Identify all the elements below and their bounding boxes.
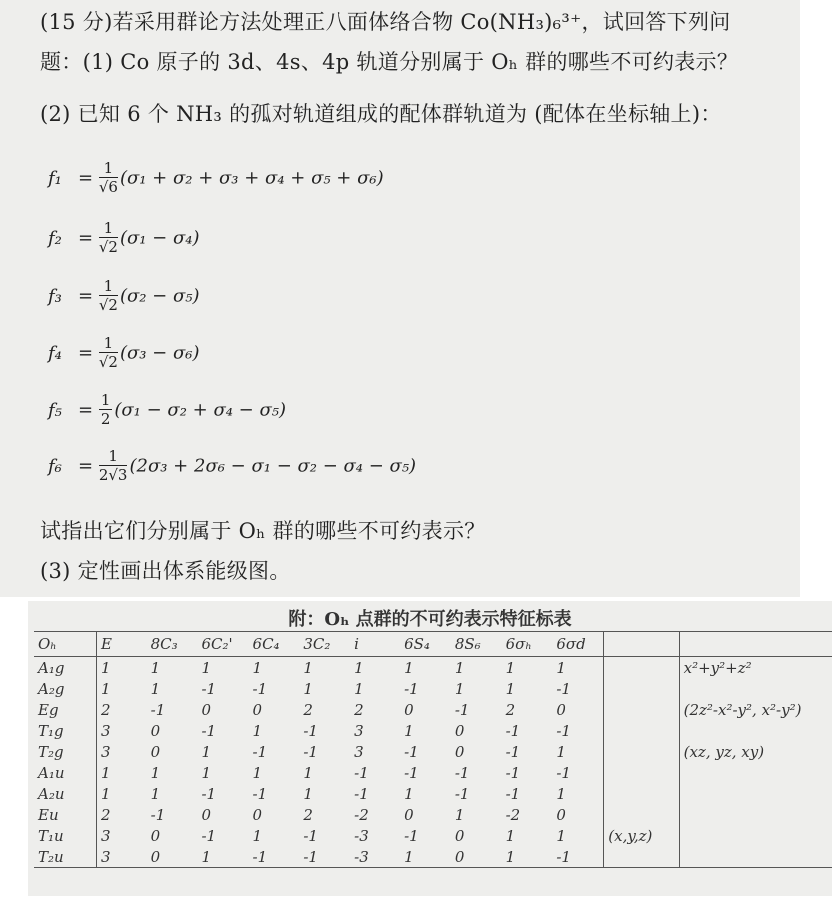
question-line-4: 试指出它们分别属于 Oₕ 群的哪些不可约表示？ (40, 519, 486, 543)
table-cell: -1 (556, 721, 571, 740)
table-cell: -1 (303, 742, 318, 761)
table-cell: 1 (556, 658, 566, 677)
table-cell: 1 (100, 784, 111, 803)
equation-lhs: f₆ (48, 456, 62, 477)
table-header-cell: 8C₃ (147, 632, 198, 657)
table-header-row (34, 632, 832, 657)
table-cell: 1 (354, 658, 364, 677)
table-cell: 1 (201, 742, 211, 761)
equals-sign: = (78, 167, 94, 189)
equation-rhs (78, 220, 200, 257)
table-cell: -1 (404, 826, 419, 845)
fraction-numerator: 1 (99, 335, 118, 353)
table-cell: 1 (502, 846, 553, 868)
irrep-label: A₁u (34, 762, 96, 783)
table-cell (604, 783, 679, 804)
table-cell: 0 (147, 846, 198, 868)
character-table-panel (28, 601, 832, 896)
equation-rhs (78, 335, 200, 372)
table-header-cell: E (96, 632, 146, 657)
table-cell: -3 (354, 826, 369, 845)
table-cell: x²+y²+z² (679, 657, 832, 679)
fraction-denominator: √6 (98, 178, 118, 196)
table-row (34, 741, 832, 762)
table-cell: 2 (505, 700, 516, 719)
irrep-label: T₂g (34, 741, 96, 762)
table-cell: -1 (454, 763, 470, 782)
table-cell: 3 (96, 846, 146, 868)
equation-rhs (78, 278, 200, 315)
equals-sign: = (78, 227, 94, 249)
table-cell: -3 (350, 846, 400, 868)
equation-expression: (σ₃ − σ₆) (119, 342, 200, 364)
table-cell: -1 (201, 826, 217, 845)
character-table (34, 631, 832, 868)
table-cell: 2 (303, 700, 313, 719)
table-cell: 3 (100, 826, 111, 845)
irrep-label: T₁g (34, 720, 96, 741)
table-cell (604, 720, 679, 741)
table-cell: 2 (100, 700, 111, 719)
table-cell: 1 (556, 742, 566, 761)
table-row (34, 720, 832, 741)
table-cell: -1 (252, 679, 268, 698)
equation-expression: (σ₁ − σ₄) (119, 227, 200, 249)
table-cell (604, 678, 679, 699)
table-row (34, 846, 832, 868)
table-cell: -1 (454, 784, 470, 803)
irrep-label: A₂g (34, 678, 96, 699)
table-cell: 0 (451, 846, 502, 868)
table-cell: 0 (201, 805, 211, 824)
fraction-numerator: 1 (99, 448, 128, 466)
fraction-numerator: 1 (100, 391, 111, 409)
fraction (99, 220, 118, 257)
question-line-1: (15 分)若采用群论方法处理正八面体络合物 Co(NH₃)₆³⁺，试回答下列问 (40, 10, 731, 34)
table-cell: 0 (404, 805, 414, 824)
table-header-cell: 8S₆ (451, 632, 502, 657)
table-row (34, 657, 832, 679)
table-cell: 1 (201, 658, 211, 677)
character-table-title: 附：Oₕ 点群的不可约表示特征标表 (288, 609, 572, 630)
table-cell: 3 (354, 721, 364, 740)
fraction-numerator: 1 (99, 220, 118, 238)
table-cell: 2 (100, 805, 111, 824)
equation-lhs: f₄ (48, 343, 62, 364)
table-cell: 3 (100, 721, 111, 740)
fraction (99, 392, 113, 429)
table-cell: -1 (505, 784, 521, 803)
table-cell: -2 (505, 805, 521, 824)
irrep-label: Eu (34, 804, 96, 825)
table-cell: 1 (100, 658, 111, 677)
table-row (34, 783, 832, 804)
equation-rhs (78, 392, 286, 429)
table-cell (679, 825, 832, 846)
table-cell: 0 (556, 700, 566, 719)
equation-lhs: f₃ (48, 286, 62, 307)
table-cell: -1 (556, 679, 571, 698)
table-cell (604, 699, 679, 720)
table-cell: 1 (556, 826, 566, 845)
table-cell (604, 804, 679, 825)
table-header-cell: 6S₄ (400, 632, 451, 657)
fraction-numerator: 1 (99, 278, 118, 296)
table-cell: 1 (252, 658, 263, 677)
table-row (34, 678, 832, 699)
table-cell: 0 (454, 742, 465, 761)
table-cell: 1 (454, 805, 465, 824)
table-cell: -1 (505, 763, 521, 782)
table-cell: -1 (201, 784, 217, 803)
equation-rhs (78, 448, 416, 485)
table-body (34, 657, 832, 868)
fraction-denominator: √2 (98, 353, 118, 371)
table-cell: -1 (556, 763, 571, 782)
fraction-denominator: 2√3 (98, 466, 128, 484)
irrep-label: T₁u (34, 825, 96, 846)
table-cell: 0 (150, 826, 161, 845)
table-cell (679, 804, 832, 825)
table-cell: 1 (252, 763, 263, 782)
table-cell (679, 720, 832, 741)
table-cell: 0 (201, 700, 211, 719)
table-cell: 0 (150, 742, 161, 761)
table-header-cell: 6σₕ (502, 632, 553, 657)
table-cell: -1 (252, 784, 268, 803)
table-cell: 3 (354, 742, 364, 761)
table-row (34, 825, 832, 846)
table-cell: 2 (354, 700, 364, 719)
table-cell: 1 (150, 679, 161, 698)
table-cell: 1 (201, 763, 211, 782)
fraction-denominator: 2 (100, 410, 111, 428)
table-cell: 1 (303, 763, 313, 782)
table-cell: 1 (150, 763, 161, 782)
table-cell: -1 (201, 721, 217, 740)
table-cell: -1 (249, 846, 300, 868)
table-cell (604, 762, 679, 783)
equation-lhs: f₁ (48, 168, 62, 189)
table-cell: 1 (400, 846, 451, 868)
table-cell (604, 741, 679, 762)
table-cell: -1 (150, 805, 166, 824)
fraction (99, 448, 128, 485)
table-header-cell: 6C₂' (197, 632, 248, 657)
equation-expression: (2σ₃ + 2σ₆ − σ₁ − σ₂ − σ₄ − σ₅) (129, 455, 417, 477)
table-cell: 2 (303, 805, 313, 824)
fraction (99, 278, 118, 315)
table-cell: 0 (252, 805, 263, 824)
table-cell: -1 (252, 742, 268, 761)
table-cell: -1 (303, 721, 318, 740)
equation-lhs: f₂ (48, 228, 62, 249)
table-cell: 1 (150, 784, 161, 803)
table-cell: -1 (404, 763, 419, 782)
table-cell: 0 (150, 721, 161, 740)
fraction (99, 335, 118, 372)
table-cell: 1 (303, 679, 313, 698)
table-cell: -1 (299, 846, 350, 868)
table-cell: 1 (404, 658, 414, 677)
table-cell: 1 (303, 784, 313, 803)
fraction-denominator: √2 (98, 296, 118, 314)
table-cell: -1 (404, 679, 419, 698)
table-cell: 1 (505, 658, 516, 677)
equation-expression: (σ₁ + σ₂ + σ₃ + σ₄ + σ₅ + σ₆) (119, 167, 384, 189)
equation-rhs (78, 160, 384, 197)
table-row (34, 762, 832, 783)
table-cell: -1 (454, 700, 470, 719)
table-row (34, 699, 832, 720)
table-cell: (2z²-x²-y², x²-y²) (679, 699, 832, 720)
irrep-label: A₁g (34, 657, 96, 679)
table-cell (604, 657, 679, 679)
table-cell: 0 (556, 805, 566, 824)
question-line-2: 题：(1) Co 原子的 3d、4s、4p 轨道分别属于 Oₕ 群的哪些不可约表示？ (40, 50, 739, 74)
table-cell: -1 (354, 784, 369, 803)
table-row (34, 804, 832, 825)
table-cell: (x,y,z) (604, 825, 679, 846)
table-cell: 1 (252, 826, 263, 845)
fraction-numerator: 1 (99, 160, 118, 178)
table-cell: -1 (150, 700, 166, 719)
equals-sign: = (78, 455, 94, 477)
table-cell (679, 846, 832, 868)
equation-expression: (σ₁ − σ₂ + σ₄ − σ₅) (114, 399, 287, 421)
table-cell: 1 (100, 763, 111, 782)
table-cell: -1 (505, 742, 521, 761)
table-header-cell: Oₕ (34, 632, 96, 657)
question-line-3: (2) 已知 6 个 NH₃ 的孤对轨道组成的配体群轨道为 (配体在坐标轴上)： (40, 102, 722, 126)
table-cell (679, 762, 832, 783)
table-cell: 1 (454, 679, 465, 698)
equals-sign: = (78, 399, 94, 421)
table-cell: -1 (505, 721, 521, 740)
equals-sign: = (78, 285, 94, 307)
table-cell (679, 678, 832, 699)
equation-lhs: f₅ (48, 400, 62, 421)
equation-expression: (σ₂ − σ₅) (119, 285, 200, 307)
table-cell: -1 (404, 742, 419, 761)
table-cell: 0 (454, 826, 465, 845)
table-cell (679, 783, 832, 804)
table-cell: 0 (404, 700, 414, 719)
table-header-cell: 6C₄ (249, 632, 300, 657)
irrep-label: A₂u (34, 783, 96, 804)
table-cell: -1 (201, 679, 217, 698)
table-cell: -1 (303, 826, 318, 845)
table-cell: 1 (100, 679, 111, 698)
table-header-cell: 6σd (552, 632, 603, 657)
question-line-5: (3) 定性画出体系能级图。 (40, 559, 291, 583)
table-cell: -1 (552, 846, 603, 868)
table-cell: 1 (404, 784, 414, 803)
table-header-cell: i (350, 632, 400, 657)
table-header-cell (604, 632, 679, 657)
table-cell: 1 (556, 784, 566, 803)
table-cell: 1 (197, 846, 248, 868)
table-cell: (xz, yz, xy) (679, 741, 832, 762)
table-cell: 1 (454, 658, 465, 677)
table-header-cell: 3C₂ (299, 632, 350, 657)
table-cell: 1 (354, 679, 364, 698)
fraction (99, 160, 118, 197)
irrep-label: Eg (34, 699, 96, 720)
table-cell: 0 (252, 700, 263, 719)
table-cell: -1 (354, 763, 369, 782)
table-header-cell (679, 632, 832, 657)
table-cell: 3 (100, 742, 111, 761)
table-cell: 1 (505, 826, 516, 845)
table-cell: 1 (252, 721, 263, 740)
table-cell: 0 (454, 721, 465, 740)
table-cell: -2 (354, 805, 369, 824)
table-cell: 1 (150, 658, 161, 677)
irrep-label: T₂u (34, 846, 96, 868)
fraction-denominator: √2 (98, 238, 118, 256)
table-cell (604, 846, 679, 868)
table-cell: 1 (505, 679, 516, 698)
table-cell: 1 (404, 721, 414, 740)
table-cell: 1 (303, 658, 313, 677)
equals-sign: = (78, 342, 94, 364)
